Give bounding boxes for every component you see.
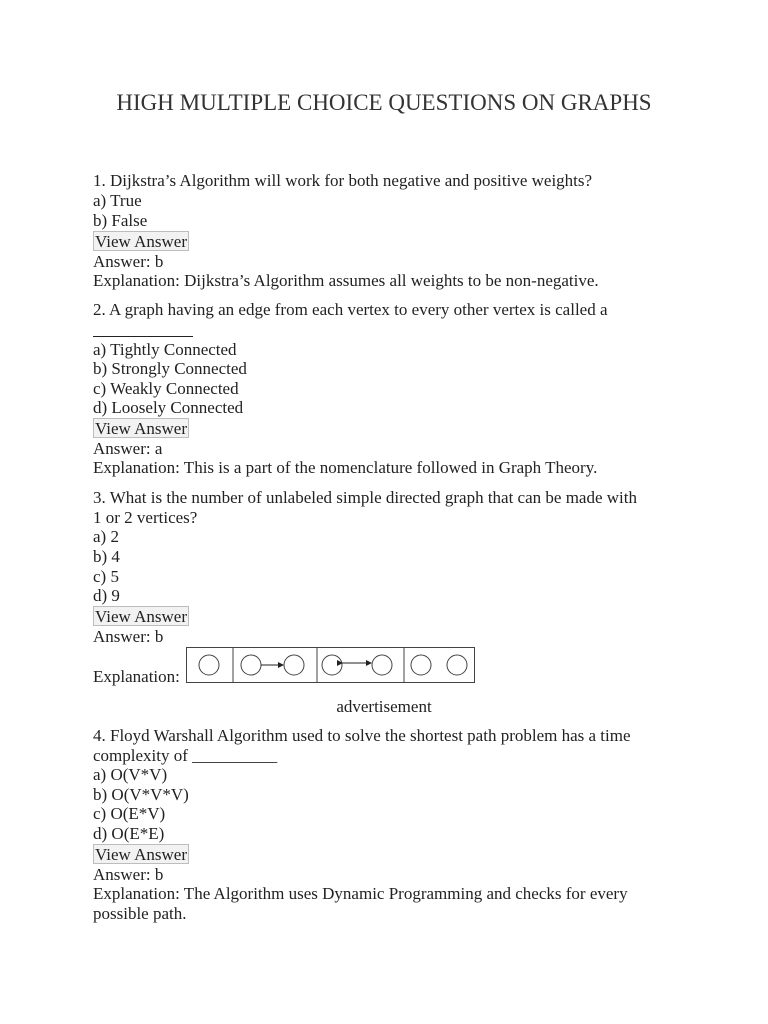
question-2-text: 2. A graph having an edge from each vertex to every other vertex is called a — [93, 300, 608, 319]
question-1-option-b: b) False — [93, 211, 148, 230]
graph-vertex — [447, 655, 467, 675]
graph-vertex — [322, 655, 342, 675]
question-2-view-answer-button[interactable]: View Answer — [95, 419, 187, 438]
question-4-option-d: d) O(E*E) — [93, 824, 165, 843]
question-2-explanation: Explanation: This is a part of the nomenclature followed in Graph Theory. — [93, 458, 598, 477]
question-3-text-line2: 1 or 2 vertices? — [93, 508, 198, 527]
question-4-view-answer-button[interactable]: View Answer — [95, 845, 187, 864]
question-3-option-b: b) 4 — [93, 547, 120, 566]
question-1-option-a: a) True — [93, 191, 142, 210]
graph-vertex — [199, 655, 219, 675]
question-3-option-d: d) 9 — [93, 586, 120, 605]
question-4-option-a: a) O(V*V) — [93, 765, 168, 784]
question-2-option-d: d) Loosely Connected — [93, 398, 244, 417]
directed-graphs-diagram-svg — [187, 648, 474, 682]
graph-vertex — [372, 655, 392, 675]
question-2-answer: Answer: a — [93, 439, 163, 458]
question-4-text-line1: 4. Floyd Warshall Algorithm used to solve the shortest path problem has a time — [93, 726, 631, 745]
question-4-option-b: b) O(V*V*V) — [93, 785, 189, 804]
question-4-explanation-line1: Explanation: The Algorithm uses Dynamic Programming and checks for every — [93, 884, 628, 903]
question-2-option-b: b) Strongly Connected — [93, 359, 247, 378]
question-4-explanation-line2: possible path. — [93, 904, 187, 923]
question-2-option-c: c) Weakly Connected — [93, 379, 239, 398]
question-3-text-line1: 3. What is the number of unlabeled simple directed graph that can be made with — [93, 488, 637, 507]
graph-vertex — [241, 655, 261, 675]
question-1-text: 1. Dijkstra’s Algorithm will work for both negative and positive weights? — [93, 171, 593, 190]
question-3-explanation: Explanation: — [93, 667, 180, 686]
question-3-view-answer-button[interactable]: View Answer — [95, 607, 187, 626]
advertisement-label: advertisement — [336, 697, 432, 716]
question-4-option-c: c) O(E*V) — [93, 804, 166, 823]
question-3-answer: Answer: b — [93, 627, 164, 646]
question-1-answer: Answer: b — [93, 252, 164, 271]
graph-vertex — [411, 655, 431, 675]
question-1-explanation: Explanation: Dijkstra’s Algorithm assumes all weights to be non-negative. — [93, 271, 599, 290]
question-1-view-answer-button[interactable]: View Answer — [95, 232, 187, 251]
page-title: HIGH MULTIPLE CHOICE QUESTIONS ON GRAPHS — [116, 90, 652, 115]
question-4-text-line2: complexity of __________ — [93, 746, 278, 765]
question-3-option-c: c) 5 — [93, 567, 119, 586]
question-4-answer: Answer: b — [93, 865, 164, 884]
directed-graphs-diagram — [186, 647, 475, 683]
question-2-blank — [93, 336, 193, 337]
graph-vertex — [284, 655, 304, 675]
question-3-option-a: a) 2 — [93, 527, 119, 546]
question-2-option-a: a) Tightly Connected — [93, 340, 237, 359]
